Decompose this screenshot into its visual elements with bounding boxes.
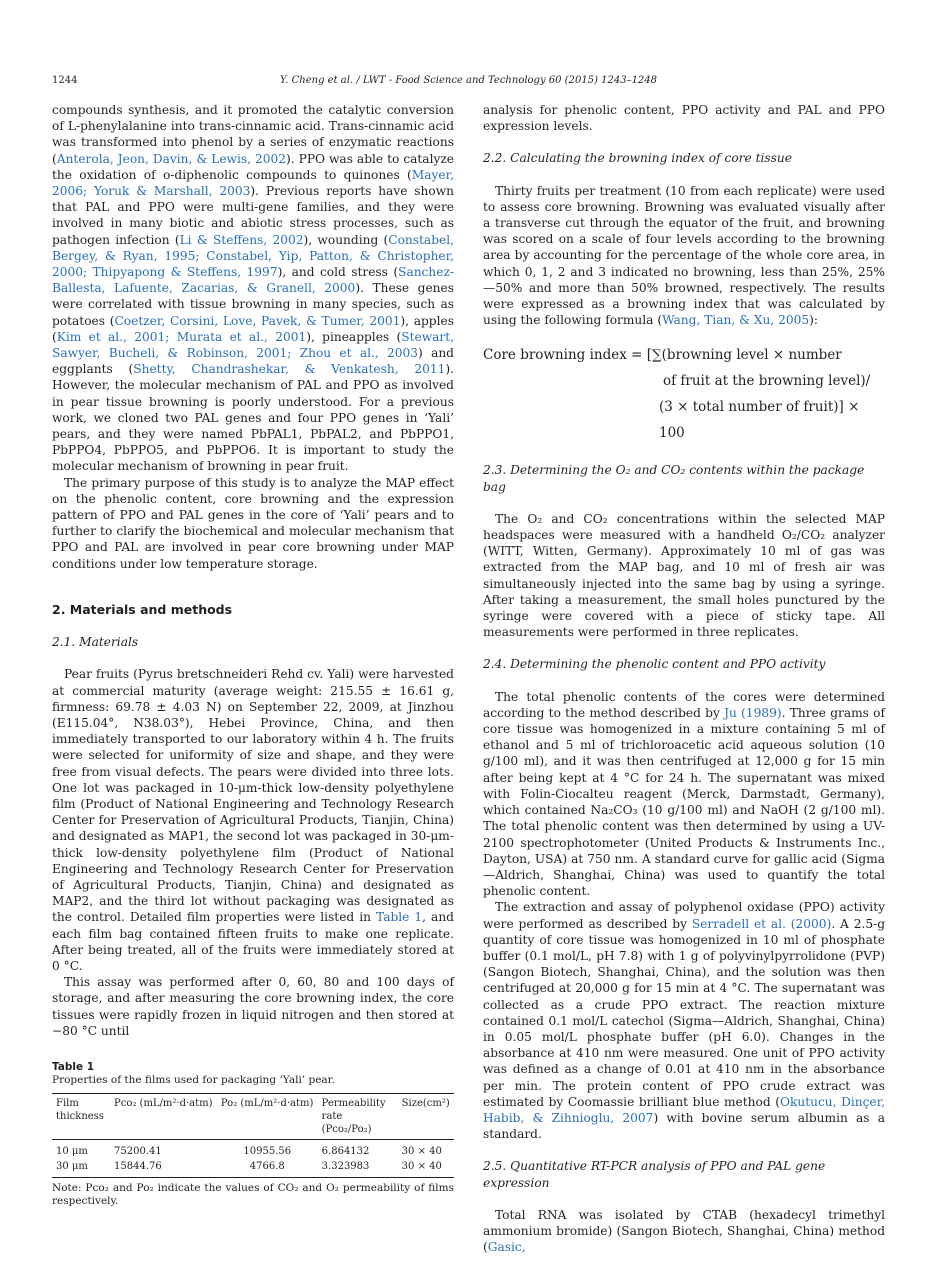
journal-citation: Y. Cheng et al. / LWT - Food Science and Technology 60 (2015) 1243–1248 xyxy=(279,75,658,86)
gas-content-paragraph: The O₂ and CO₂ concentrations within the selected MAP headspaces were measured with a handheld O₂/CO₂ analyzer (WITT, Witten, Germany). Approximately 10 ml of gas was extracted from the MAP bag, and 10 ml of fresh air was simultaneously injected into the same bag by using a syringe. After taking a measurement, the small holes punctured by the syringe were covered with a piece of sticky tape. All measurements were performed in three replicates. xyxy=(483,511,885,640)
intro-paragraph-1: compounds synthesis, and it promoted the catalytic conversion of L-phenylalanine into trans-cinnamic acid. Trans-cinnamic acid was transformed into phenol by a series of enzymatic reactions (Anterola, Jeon, Davin, & Lewis, 2002). PPO was able to catalyze the oxidation of o-diphenolic compounds to quinones (Mayer, 2006; Yoruk & Marshall, 2003). Previous reports have shown that PAL and PPO were multi-gene families, and they were involved in many biotic and abiotic stress processes, such as pathogen infection (Li & Steffens, 2002), wounding (Constabel, Bergey, & Ryan, 1995; Constabel, Yip, Patton, & Christopher, 2000; Thipyapong & Steffens, 1997), and cold stress (Sanchez-Ballesta, Lafuente, Zacarias, & Granell, 2000). These genes were correlated with tissue browning in many species, such as potatoes (Coetzer, Corsini, Love, Pavek, & Tumer, 2001), apples (Kim et al., 2001; Murata et al., 2001), pineapples (Stewart, Sawyer, Bucheli, & Robinson, 2001; Zhou et al., 2003) and eggplants (Shetty, Chandrashekar, & Venkatesh, 2011). However, the molecular mechanism of PAL and PPO as involved in pear tissue browning is poorly understood. For a previous work, we cloned two PAL genes and four PPO genes in ‘Yali’ pears, and they were named PbPAL1, PbPAL2, and PbPPO1, PbPPO4, PbPPO5, and PbPPO6. It is important to study the molecular mechanism of browning in pear fruit. xyxy=(52,103,454,474)
film-properties-table xyxy=(52,1093,454,1178)
intro-paragraph-2: The primary purpose of this study is to analyze the MAP effect on the phenolic content, core browning and the expression pattern of PPO and PAL genes in the core of ‘Yali’ pears and to further to clarify the biochemical and molecular mechanism that PPO and PAL are involved in pear core browning under MAP conditions under low temperature storage. xyxy=(52,475,454,571)
subsection-heading: 2.5. Quantitative RT-PCR analysis of PPO and PAL gene expression xyxy=(483,1159,826,1190)
table-label: Table 1 xyxy=(52,1060,95,1073)
citation-link[interactable]: Shetty, Chandrashekar, & Venkatesh, 2011 xyxy=(133,362,446,377)
citation-link[interactable]: Serradell et al. (2000) xyxy=(691,916,832,931)
table-cell: 4766.8 xyxy=(217,1159,318,1178)
left-column xyxy=(52,102,454,1208)
phenolic-content-paragraph: The total phenolic contents of the cores were determined according to the method described by Ju (1989). Three grams of core tissue was homogenized in a mixture containing 5 ml of ethanol and 5 ml of trichloroacetic acid aqueous solution (10 g/100 ml), and it was then centrifuged at 12,000 g for 15 min after being kept at 4 °C for 24 h. The supernatant was mixed with Folin-Ciocalteu reagent (Merck, Darmstadt, Germany), which contained Na₂CO₃ (10 g/100 ml) and NaOH (2 g/100 ml). The total phenolic content was then determined by using a UV-2100 spectrophotometer (United Products & Instruments Inc., Dayton, USA) at 750 nm. A standard curve for gallic acid (Sigma—Aldrich, Shanghai, China) was used to quantify the total phenolic content. xyxy=(483,689,885,899)
ppo-activity-paragraph: The extraction and assay of polyphenol oxidase (PPO) activity were performed as described by Serradell et al. (2000). A 2.5-g quantity of core tissue was homogenized in 10 ml of phosphate buffer (0.1 mol/L, pH 7.8) with 1 g of polyvinylpyrrolidone (PVP) (Sangon Biotech, Shanghai, China), and the solution was then centrifuged at 20,000 g for 15 min at 4 °C. The supernatant was collected as a crude PPO extract. The reaction mixture contained 0.1 mol/L catechol (Sigma—Aldrich, Shanghai, China) in 0.05 mol/L phosphate buffer (pH 6.0). Changes in the absorbance at 410 nm were measured. One unit of PPO activity was defined as a change of 0.01 at 410 nm in the absorbance per min. The protein content of PPO crude extract was estimated by Coomassie brilliant blue method (Okutucu, Dinçer, Habib, & Zihnioglu, 2007) with bovine serum albumin as a standard. xyxy=(483,900,885,1142)
subsection-heading: 2.2. Calculating the browning index of core tissue xyxy=(483,151,792,166)
citation-link[interactable]: Okutucu, Dinçer, Habib, & Zihnioglu, 2007 xyxy=(483,1094,885,1125)
table-1 xyxy=(52,1061,454,1208)
table-cell: 30 μm xyxy=(52,1159,110,1178)
column-header: Film thickness xyxy=(52,1093,110,1139)
formula-line: (3 × total number of fruit)] × 100 xyxy=(659,399,860,442)
citation-link[interactable]: Anterola, Jeon, Davin, & Lewis, 2002 xyxy=(56,151,286,166)
column-header: Pco₂ (mL/m²·d·atm) xyxy=(110,1093,217,1139)
table-cell: 6.864132 xyxy=(321,1145,370,1157)
column-header: Po₂ (mL/m²·d·atm) xyxy=(217,1093,318,1139)
citation-link[interactable]: Coetzer, Corsini, Love, Pavek, & Tumer, 2001 xyxy=(114,313,401,328)
rt-pcr-paragraph: Total RNA was isolated by CTAB (hexadecyl trimethyl ammonium bromide) (Sangon Biotech, Shanghai, China) method (Gasic, xyxy=(483,1207,885,1255)
table-cell: 75200.41 xyxy=(114,1145,162,1157)
materials-paragraph-1: Pear fruits (Pyrus bretschneideri Rehd cv. Yali) were harvested at commercial maturity (average weight: 215.55 ± 16.61 g, firmness: 69.78 ± 4.03 N) on September 22, 2009, at Jinzhou (E115.04°, N38.03°), Hebei Province, China, and then immediately transported to our laboratory within 4 h. The fruits were selected for uniformity of size and shape, and they were free from visual defects. The pears were divided into three lots. One lot was packaged in 10-μm-thick low-density polyethylene film (Product of National Engineering and Technology Research Center for Preservation of Agricultural Products, Tianjin, China) and designated as MAP1, the second lot was packaged in 30-μm-thick low-density polyethylene film (Product of National Engineering and Technology Research Center for Preservation of Agricultural Products, Tianjin, China) and designated as MAP2, and the third lot without packaging was designated as the control. Detailed film properties were listed in Table 1, and each film bag contained fifteen fruits to make one replicate. After being treated, all of the fruits were immediately stored at 0 °C. xyxy=(52,667,454,973)
citation-link[interactable]: Mayer, 2006; Yoruk & Marshall, 2003 xyxy=(52,167,454,199)
page-number: 1244 xyxy=(52,75,78,86)
table-cell: 30 × 40 xyxy=(401,1145,442,1157)
citation-link[interactable]: Stewart, Sawyer, Bucheli, & Robinson, 2001; Zhou et al., 2003 xyxy=(52,329,454,361)
citation-link[interactable]: Gasic, xyxy=(487,1240,526,1255)
table-row xyxy=(52,1159,454,1178)
table-cell: 10955.56 xyxy=(243,1145,292,1157)
subsection-heading: 2.4. Determining the phenolic content and PPO activity xyxy=(483,657,826,672)
column-header: Size(cm²) xyxy=(398,1093,454,1139)
formula-line: of fruit at the browning level)/ xyxy=(663,373,871,390)
table-cell: 10 μm xyxy=(56,1145,88,1157)
table-note: Note: Pco₂ and Po₂ indicate the values of CO₂ and O₂ permeability of films respectively. xyxy=(52,1181,454,1207)
right-column xyxy=(483,102,885,1255)
subsection-heading: 2.3. Determining the O₂ and CO₂ contents within the package bag xyxy=(483,463,865,494)
citation-link[interactable]: Constabel, Bergey, & Ryan, 1995; Constabel, Yip, Patton, & Christopher, 2000; Thipyapong & Steffens, 1997 xyxy=(52,232,454,280)
table-cell: 15844.76 xyxy=(110,1159,217,1178)
citation-link[interactable]: Kim et al., 2001; Murata et al., 2001 xyxy=(56,329,307,344)
subsection-heading: 2.1. Materials xyxy=(52,635,139,650)
browning-index-formula xyxy=(483,342,885,446)
formula-line: Core browning index = [∑(browning level × number xyxy=(483,347,842,364)
browning-index-paragraph: Thirty fruits per treatment (10 from each replicate) were used to assess core browning. Browning was evaluated visually after a transverse cut through the equator of the fruit, and browning was scored on a scale of four levels according to the browning area by accounting for the percentage of the whole core area, in which 0, 1, 2 and 3 indicated no browning, less than 25%, 25%—50% and more than 50% browned, respectively. The results were expressed as a browning index that was calculated by using the following formula (Wang, Tian, & Xu, 2005): xyxy=(483,183,885,328)
table-cell: 3.323983 xyxy=(318,1159,398,1178)
continued-paragraph: analysis for phenolic content, PPO activity and PAL and PPO expression levels. xyxy=(483,103,885,134)
table-caption: Properties of the films used for packaging ‘Yali’ pear. xyxy=(52,1073,335,1086)
table-row xyxy=(52,1139,454,1159)
citation-link[interactable]: Li & Steffens, 2002 xyxy=(179,232,304,247)
citation-link[interactable]: Sanchez-Ballesta, Lafuente, Zacarias, & Granell, 2000 xyxy=(52,265,454,296)
section-heading: 2. Materials and methods xyxy=(52,601,233,617)
table-reference-link[interactable]: Table 1 xyxy=(376,910,423,925)
table-cell: 30 × 40 xyxy=(398,1159,454,1178)
materials-paragraph-2: This assay was performed after 0, 60, 80 and 100 days of storage, and after measuring the core browning index, the core tissues were rapidly frozen in liquid nitrogen and then stored at −80 °C until xyxy=(52,975,454,1038)
citation-link[interactable]: Wang, Tian, & Xu, 2005 xyxy=(662,313,810,328)
citation-link[interactable]: Ju (1989) xyxy=(724,705,782,720)
column-header: Permeability rate (Pco₂/Po₂) xyxy=(318,1093,398,1139)
